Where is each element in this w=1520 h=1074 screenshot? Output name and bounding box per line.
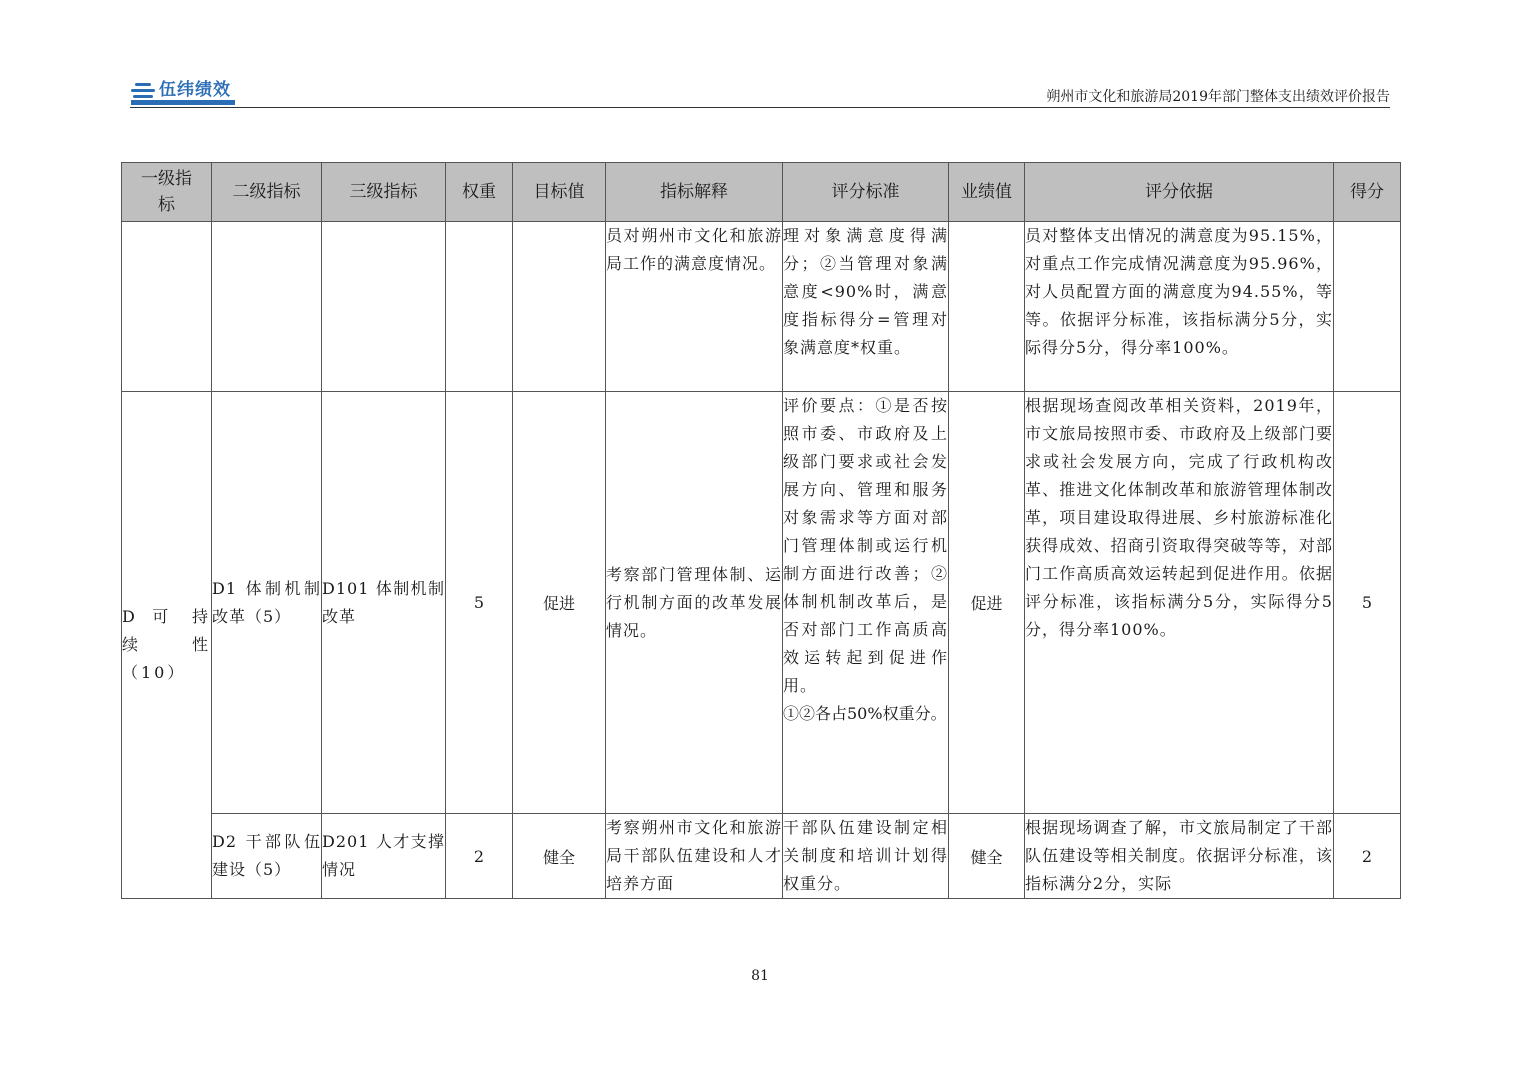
cell-performance: 健全 <box>949 814 1025 899</box>
col-header-basis: 评分依据 <box>1025 163 1334 222</box>
cell-explanation: 考察朔州市文化和旅游局干部队伍建设和人才培养方面 <box>606 814 783 899</box>
cell-basis: 根据现场查阅改革相关资料，2019年，市文旅局按照市委、市政府及上级部门要求或社会发展方向，完成了行政机构改革、推进文化体制改革和旅游管理体制改革，项目建设取得进展、乡村旅游标准化获得成效、招商引资取得突破等等，对部门工作高质高效运转起到促进作用。依据评分标准，该指标满分5分，实际得分5分，得分率100%。 <box>1025 392 1334 814</box>
cell-weight: 5 <box>446 392 513 814</box>
col-header-level1: 一级指标 <box>122 163 212 222</box>
cell-empty <box>1334 222 1401 392</box>
logo-text: 伍纬绩效 <box>159 80 231 100</box>
cell-empty <box>122 222 212 392</box>
cell-level1: D 可 持 续 性（10） <box>122 392 212 899</box>
cell-empty <box>322 222 446 392</box>
cell-basis: 员对整体支出情况的满意度为95.15%，对重点工作完成情况满意度为95.96%，对人员配置方面的满意度为94.55%，等等。依据评分标准，该指标满分5分，实际得分5分，得分率100%。 <box>1025 222 1334 392</box>
cell-level3: D101 体制机制改革 <box>322 392 446 814</box>
cell-level3: D201 人才支撑情况 <box>322 814 446 899</box>
cell-score: 5 <box>1334 392 1401 814</box>
cell-empty <box>212 222 322 392</box>
cell-basis: 根据现场调查了解，市文旅局制定了干部队伍建设等相关制度。依据评分标准，该指标满分2分，实际 <box>1025 814 1334 899</box>
cell-standard: 干部队伍建设制定相关制度和培训计划得权重分。 <box>783 814 949 899</box>
logo-underline-bar <box>131 100 235 105</box>
cell-weight: 2 <box>446 814 513 899</box>
col-header-level2: 二级指标 <box>212 163 322 222</box>
cell-explanation: 考察部门管理体制、运行机制方面的改革发展情况。 <box>606 392 783 814</box>
table-row <box>122 392 1401 814</box>
cell-empty <box>446 222 513 392</box>
cell-standard <box>783 392 949 814</box>
table-header-row <box>122 163 1401 222</box>
cell-target: 健全 <box>513 814 606 899</box>
table-row <box>122 222 1401 392</box>
report-title: 朔州市文化和旅游局2019年部门整体支出绩效评价报告 <box>1046 89 1390 105</box>
cell-empty <box>949 222 1025 392</box>
col-header-level3: 三级指标 <box>322 163 446 222</box>
standard-note: ①②各占50%权重分。 <box>783 704 947 723</box>
col-header-target: 目标值 <box>513 163 606 222</box>
cell-target: 促进 <box>513 392 606 814</box>
cell-level2: D2 干部队伍建设（5） <box>212 814 322 899</box>
cell-standard: 理对象满意度得满分；②当管理对象满意度<90%时，满意度指标得分=管理对象满意度*权重。 <box>783 222 949 392</box>
cell-score: 2 <box>1334 814 1401 899</box>
cell-performance: 促进 <box>949 392 1025 814</box>
company-logo <box>131 80 241 106</box>
indicator-table <box>121 162 1401 899</box>
page-number: 81 <box>751 968 769 984</box>
cell-explanation: 员对朔州市文化和旅游局工作的满意度情况。 <box>606 222 783 392</box>
col-header-explanation: 指标解释 <box>606 163 783 222</box>
cell-empty <box>513 222 606 392</box>
col-header-score: 得分 <box>1334 163 1401 222</box>
logo-lines-icon <box>131 83 155 101</box>
table-row <box>122 814 1401 899</box>
standard-text: 评价要点：①是否按照市委、市政府及上级部门要求或社会发展方向、管理和服务对象需求等方面对部门管理体制或运行机制方面进行改善；②体制机制改革后，是否对部门工作高质高效运转起到促进作用。 <box>783 396 948 695</box>
col-header-standard: 评分标准 <box>783 163 949 222</box>
cell-level2: D1 体制机制改革（5） <box>212 392 322 814</box>
col-header-weight: 权重 <box>446 163 513 222</box>
col-header-performance: 业绩值 <box>949 163 1025 222</box>
header-divider <box>130 107 1390 108</box>
